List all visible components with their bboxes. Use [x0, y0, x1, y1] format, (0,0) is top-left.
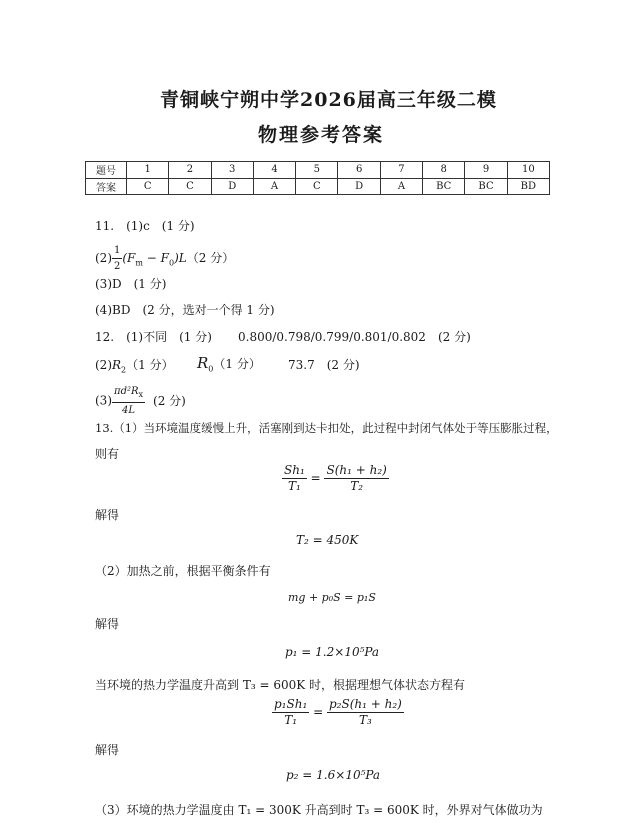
q11-part2	[95, 243, 234, 274]
subscript-x: x	[138, 390, 144, 399]
q12-part2-score2: （1 分）	[213, 357, 261, 371]
q13-solve-label: 解得	[95, 508, 120, 522]
result-p1: p₁ = 1.2×10⁵Pa	[285, 645, 380, 659]
fraction-denominator: T₃	[358, 713, 372, 727]
fraction-denominator: T₁	[284, 713, 298, 727]
table-row	[86, 162, 550, 179]
q13-solve-label: 解得	[95, 743, 120, 757]
q12-part2-prefix: (2)	[95, 358, 112, 372]
ideal-gas-equation	[272, 697, 404, 728]
subscript-0: 0	[208, 364, 214, 374]
equilibrium-equation: mg + p₀S = p₁S	[288, 591, 376, 604]
result-p2: p₂ = 1.6×10⁵Pa	[286, 768, 381, 782]
fraction-numerator: p₁Sh₁	[274, 697, 308, 711]
table-cell: D	[211, 178, 253, 195]
table-cell: 4	[253, 162, 295, 179]
table-cell: 2	[169, 162, 211, 179]
table-cell: A	[380, 178, 422, 195]
table-cell: BD	[507, 178, 549, 195]
document-subtitle: 物理参考答案	[258, 124, 385, 146]
q11-part2-score: （2 分）	[186, 251, 235, 265]
q11-part2-expr	[122, 251, 187, 268]
table-cell: C	[169, 178, 211, 195]
resistor-r0: R	[197, 354, 209, 372]
table-cell: C	[127, 178, 169, 195]
expr-tail: )L	[174, 251, 187, 265]
q13-part1-then: 则有	[95, 447, 120, 461]
table-cell: BC	[465, 178, 507, 195]
q13-solve-label: 解得	[95, 617, 120, 631]
table-row	[86, 178, 550, 195]
table-cell: BC	[423, 178, 465, 195]
q11-part2-prefix: (2)	[95, 251, 112, 265]
fraction-denominator: T₁	[287, 479, 301, 493]
q12-part2	[95, 357, 174, 378]
rhs-fraction	[327, 697, 404, 728]
numerator-text: πd²R	[114, 386, 139, 397]
table-cell: 5	[296, 162, 338, 179]
q13-part2-text: （2）加热之前，根据平衡条件有	[95, 564, 271, 578]
q12-part2-r0	[197, 355, 261, 377]
table-cell: 7	[380, 162, 422, 179]
answer-key-table	[85, 161, 550, 195]
q11-part4: (4)BD (2 分，选对一个得 1 分)	[95, 303, 275, 317]
result-t2: T₂ = 450K	[296, 533, 359, 547]
q12-part3-prefix: (3)	[95, 393, 112, 408]
resistor-r2: R	[112, 358, 122, 372]
table-header-cell: 题号	[86, 162, 127, 179]
table-cell: 9	[465, 162, 507, 179]
subscript-2: 2	[121, 365, 127, 375]
document-title: 青铜峡宁朔中学2026届高三年级二模	[160, 89, 497, 111]
isobaric-equation	[282, 463, 389, 494]
table-cell: 3	[211, 162, 253, 179]
fraction-numerator: p₂S(h₁ + h₂)	[328, 697, 402, 711]
lhs-fraction	[272, 697, 309, 728]
table-cell: C	[296, 178, 338, 195]
subscript-0: 0	[169, 258, 175, 268]
expr-open: (F	[122, 251, 136, 265]
fraction-denominator: T₂	[350, 479, 364, 493]
table-header-cell: 答案	[86, 178, 127, 195]
equals-sign: =	[313, 705, 324, 719]
rhs-fraction	[324, 463, 388, 494]
fraction-numerator: S(h₁ + h₂)	[326, 463, 387, 477]
fraction-denominator: 2	[114, 261, 121, 272]
fraction-numerator: 1	[112, 243, 122, 259]
q12-part2-value: 73.7 (2 分)	[288, 358, 360, 372]
q12-part3	[95, 384, 186, 418]
q13-part2-state: 当环境的热力学温度升高到 T₃ = 600K 时，根据理想气体状态方程有	[95, 678, 465, 692]
q12-part2-score1: （1 分）	[126, 358, 174, 372]
q11-part3: (3)D (1 分)	[95, 277, 167, 291]
table-cell: 6	[338, 162, 380, 179]
half-fraction	[112, 243, 122, 274]
fraction-numerator: Sh₁	[284, 463, 305, 477]
table-cell: 1	[127, 162, 169, 179]
q13-part3-text: （3）环境的热力学温度由 T₁ = 300K 升高到时 T₃ = 600K 时，外界对气体做功为	[95, 803, 543, 817]
table-cell: 10	[507, 162, 549, 179]
q12-part1: 12. (1)不同 (1 分)	[95, 330, 212, 344]
q12-part3-score: (2 分)	[153, 393, 186, 408]
table-cell: D	[338, 178, 380, 195]
fraction-denominator: 4L	[122, 405, 136, 416]
table-cell: 8	[423, 162, 465, 179]
q13-part1-text: 13.（1）当环境温度缓慢上升，活塞刚到达卡扣处，此过程中封闭气体处于等压膨胀过程，	[95, 421, 558, 435]
lhs-fraction	[282, 463, 307, 494]
subscript-m: m	[135, 258, 143, 268]
expr-minus: − F	[142, 251, 169, 265]
resistivity-fraction	[112, 384, 145, 418]
fraction-numerator	[112, 384, 145, 403]
q12-part1-answer: 0.800/0.798/0.799/0.801/0.802 (2 分)	[238, 330, 471, 344]
table-cell: A	[253, 178, 295, 195]
equals-sign: =	[310, 471, 321, 485]
q11-part1: 11. (1)c (1 分)	[95, 219, 195, 233]
